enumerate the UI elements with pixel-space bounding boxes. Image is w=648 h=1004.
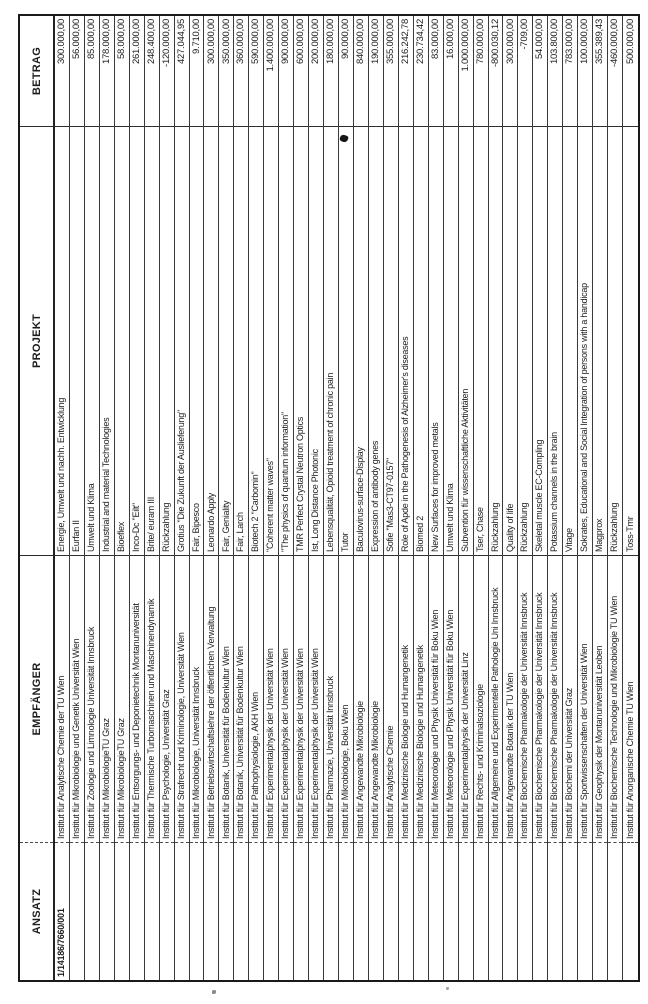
- header-projekt: PROJEKT: [20, 126, 53, 555]
- table-row: [354, 16, 369, 980]
- cell-ansatz: [309, 842, 323, 980]
- cell-empfaenger: Institut für Biochemische Pharmakologie der Universität Innsbruck: [548, 555, 562, 842]
- table-row: [294, 16, 309, 980]
- cell-projekt: Toss-Tmr: [623, 126, 638, 555]
- cell-betrag: 900.000,00: [280, 19, 292, 65]
- cell-projekt: Expression of antibody genes: [369, 126, 383, 555]
- cell-empfaenger: Institut für Meteorologie und Physik Universität für Boku Wien: [429, 555, 443, 842]
- cell-projekt: Umwelt und Klima: [85, 126, 99, 555]
- funding-table: [18, 14, 640, 982]
- cell-betrag: 261.000,00: [130, 19, 142, 65]
- cell-empfaenger: Institut für Geophysik der Montanuniversität Leoben: [593, 555, 607, 842]
- cell-betrag: 230.734,42: [414, 19, 426, 65]
- cell-empfaenger: Institut für Biochemi der Universität Graz: [563, 555, 577, 842]
- cell-ansatz: [100, 842, 114, 980]
- table-row: [145, 16, 160, 980]
- table-row: [279, 16, 294, 980]
- table-row: [503, 16, 518, 980]
- cell-projekt: Tutor: [339, 126, 353, 555]
- cell-ansatz: [190, 842, 204, 980]
- cell-ansatz: [518, 842, 532, 980]
- cell-projekt: Fair, Geniality: [219, 126, 233, 555]
- cell-betrag: 54.000,00: [534, 19, 546, 60]
- cell-empfaenger: Institut für MikrobiologieTU Graz: [115, 555, 129, 842]
- cell-empfaenger: Institut für Psychologie, Universität Graz: [160, 555, 174, 842]
- cell-projekt: Biomed 2: [414, 126, 428, 555]
- cell-ansatz: [279, 842, 293, 980]
- cell-betrag: 180.000,00: [325, 19, 337, 65]
- cell-betrag: 350.000,00: [220, 19, 232, 65]
- table-row: [85, 16, 100, 980]
- cell-empfaenger: Institut für Entsorgungs- und Deponietechnik Montanuniversität: [130, 555, 144, 842]
- cell-betrag: 1.400.000,00: [265, 19, 277, 72]
- cell-betrag: 9.710,00: [190, 19, 202, 54]
- cell-projekt: Lebensqualität, Opioid treatment of chronic pain: [324, 126, 338, 555]
- cell-projekt: Sofie "Mas3-CT97-0157": [384, 126, 398, 555]
- cell-ansatz: [384, 842, 398, 980]
- cell-ansatz: [459, 842, 473, 980]
- cell-projekt: Subvention für wissenschaftliche Aktivitäten: [459, 126, 473, 555]
- cell-empfaenger: Institut für MikrobiologieTU Graz: [100, 555, 114, 842]
- table-row: [324, 16, 339, 980]
- cell-betrag: 56.000,00: [71, 19, 83, 60]
- cell-projekt: New Surfaces for improved metals: [429, 126, 443, 555]
- table-row: [175, 16, 190, 980]
- cell-betrag: 200.000,00: [310, 19, 322, 65]
- cell-ansatz: [563, 842, 577, 980]
- cell-projekt: Rückzahlung: [608, 126, 622, 555]
- rotated-table-footprint: [18, 14, 640, 982]
- ink-speck-artifact: [212, 990, 216, 994]
- table-row: [234, 16, 249, 980]
- cell-ansatz: [234, 842, 248, 980]
- table-row: [489, 16, 504, 980]
- cell-projekt: Biotech 2 "Carbomin": [249, 126, 263, 555]
- cell-ansatz: [503, 842, 517, 980]
- cell-betrag: 100.000,00: [579, 19, 591, 65]
- cell-projekt: Rückzahlung: [518, 126, 532, 555]
- cell-empfaenger: Institut für Biochemische Technologie und Mikrobiologie TU Wien: [608, 555, 622, 842]
- cell-ansatz: [474, 842, 488, 980]
- cell-betrag: 103.800,00: [549, 19, 561, 65]
- table-row: [474, 16, 489, 980]
- cell-betrag: 83.000,00: [429, 19, 441, 60]
- table-row: [429, 16, 444, 980]
- cell-betrag: 360.000,00: [235, 19, 247, 65]
- cell-projekt: Fair, Larch: [234, 126, 248, 555]
- cell-ansatz: [294, 842, 308, 980]
- cell-ansatz: [489, 842, 503, 980]
- table-row: [593, 16, 608, 980]
- cell-projekt: Rückzahlung: [160, 126, 174, 555]
- cell-empfaenger: Institut für Mikrobiologie, Boku Wien: [339, 555, 353, 842]
- cell-projekt: Tser, Chase: [474, 126, 488, 555]
- cell-projekt: Fair, Bipesco: [190, 126, 204, 555]
- cell-empfaenger: Institut für Zoologie und Limnologie Universität Innsbruck: [85, 555, 99, 842]
- cell-empfaenger: Institut für Botanik, Universität für Bodenkultur Wien: [219, 555, 233, 842]
- cell-projekt: Energie, Umwelt und nachh. Entwicklung: [55, 126, 69, 555]
- table-row: [608, 16, 623, 980]
- table-row: [204, 16, 219, 980]
- header-betrag: BETRAG: [30, 46, 43, 96]
- cell-betrag: 178.000,00: [100, 19, 112, 65]
- cell-empfaenger: Institut für Pharmazie, Universität Innsbruck: [324, 555, 338, 842]
- table-row: [399, 16, 414, 980]
- cell-betrag: 783.000,00: [564, 19, 576, 65]
- cell-projekt: "The physics of quantum information": [279, 126, 293, 555]
- cell-projekt: Inco-Dc "Eilt": [130, 126, 144, 555]
- cell-empfaenger: Institut für Thermische Turbomaschinen und Maschinendynamik: [145, 555, 159, 842]
- cell-empfaenger: Institut für Experimentalphysik der Universität Wien: [309, 555, 323, 842]
- cell-ansatz: [130, 842, 144, 980]
- cell-betrag: -460.000,00: [609, 19, 621, 67]
- table-row: [518, 16, 533, 980]
- cell-ansatz: [160, 842, 174, 980]
- table-row: [533, 16, 548, 980]
- cell-empfaenger: Institut für Meteorologie und Physik Universität für Boku Wien: [444, 555, 458, 842]
- cell-projekt: Quality of life: [503, 126, 517, 555]
- table-row: [55, 16, 70, 980]
- cell-ansatz: [339, 842, 353, 980]
- cell-projekt: Eurfan II: [70, 126, 84, 555]
- cell-ansatz: [414, 842, 428, 980]
- cell-empfaenger: Institut für Rechts- und Kriminalsoziologie: [474, 555, 488, 842]
- cell-empfaenger: Institut für Angewandte Mikrobiologie: [354, 555, 368, 842]
- cell-empfaenger: Institut für Anorganische Chemie TU Wien: [623, 555, 638, 842]
- cell-empfaenger: Institut für Experimentalphysik der Universität Linz: [459, 555, 473, 842]
- cell-betrag: -800.030,12: [489, 19, 501, 67]
- table-row: [459, 16, 474, 980]
- cell-projekt: Sokrates, Educational and Social Integration of persons with a handicap: [578, 126, 592, 555]
- table-row: [115, 16, 130, 980]
- cell-empfaenger: Institut für Sportwissenschaften der Universität Wien: [578, 555, 592, 842]
- cell-ansatz: [578, 842, 592, 980]
- cell-ansatz: [249, 842, 263, 980]
- table-row: [578, 16, 593, 980]
- table-row: [339, 16, 354, 980]
- cell-empfaenger: Institut für Medizinische Biologie und Humangenetik: [399, 555, 413, 842]
- cell-projekt: Leonardo Apply: [204, 126, 218, 555]
- cell-ansatz: [264, 842, 278, 980]
- table-row: [190, 16, 205, 980]
- cell-betrag: 16.000,00: [444, 19, 456, 60]
- cell-empfaenger: Institut für Experimentalphysik der Universität Wien: [294, 555, 308, 842]
- cell-betrag: 300.000,00: [504, 19, 516, 65]
- table-row: [548, 16, 563, 980]
- header-ansatz: ANSATZ: [20, 842, 53, 980]
- cell-empfaenger: Institut für Strafrecht und Kriminologie, Universität Wien: [175, 555, 189, 842]
- cell-empfaenger: Institut für Analytische Chemie der TU Wien: [55, 555, 69, 842]
- cell-projekt: Brite/ euram III: [145, 126, 159, 555]
- cell-betrag: 248.400,00: [145, 19, 157, 65]
- cell-empfaenger: Institut für Angewandte Botanik der TU Wien: [503, 555, 517, 842]
- table-row: [384, 16, 399, 980]
- table-row: [414, 16, 429, 980]
- cell-projekt: Vitage: [563, 126, 577, 555]
- table-row: [249, 16, 264, 980]
- cell-ansatz: [115, 842, 129, 980]
- cell-empfaenger: Institut für Pathophysiologie, AKH Wien: [249, 555, 263, 842]
- cell-ansatz: [324, 842, 338, 980]
- cell-betrag: 216.242,78: [399, 19, 411, 65]
- cell-ansatz: [623, 842, 638, 980]
- cell-ansatz: [608, 842, 622, 980]
- cell-projekt: Magprox: [593, 126, 607, 555]
- cell-empfaenger: Institut für Mikrobiologie und Genetik Universität Wien: [70, 555, 84, 842]
- cell-ansatz: [548, 842, 562, 980]
- cell-betrag: 355.000,00: [384, 19, 396, 65]
- cell-empfaenger: Institut für Betriebswirtschaftslehre der öffentlichen Verwaltung: [204, 555, 218, 842]
- cell-empfaenger: Institut für Analytische Chemie: [384, 555, 398, 842]
- cell-betrag: 1.000.000,00: [459, 19, 471, 72]
- cell-empfaenger: Institut für Biochemische Pharmakologie der Universität Innsbruck: [533, 555, 547, 842]
- cell-ansatz: [70, 842, 84, 980]
- cell-empfaenger: Institut für Angewandte Mikrobiologie: [369, 555, 383, 842]
- cell-ansatz: [399, 842, 413, 980]
- cell-betrag: 300.000,00: [56, 19, 68, 65]
- cell-projekt: Ist, Long Distance Photonic: [309, 126, 323, 555]
- cell-betrag: 780.000,00: [474, 19, 486, 65]
- cell-projekt: Rückzahlung: [489, 126, 503, 555]
- cell-projekt: Baculovirus-surface-Display: [354, 126, 368, 555]
- table-row: [130, 16, 145, 980]
- cell-betrag: 58.000,00: [115, 19, 127, 60]
- table-row: [444, 16, 459, 980]
- cell-ansatz: [429, 842, 443, 980]
- cell-ansatz: [204, 842, 218, 980]
- cell-betrag: -709,00: [519, 19, 531, 50]
- cell-empfaenger: Institut für Botanik, Universität für Bodenkultur Wien: [234, 555, 248, 842]
- cell-projekt: TMR Perfect Crystal Neutron Optics: [294, 126, 308, 555]
- cell-empfaenger: Institut für Biochemische Pharmakologie der Universität Innsbruck: [518, 555, 532, 842]
- cell-betrag: 590.000,00: [250, 19, 262, 65]
- cell-ansatz: [444, 842, 458, 980]
- cell-ansatz: [175, 842, 189, 980]
- cell-empfaenger: Institut für Medizinische Biologie und Humangenetik: [414, 555, 428, 842]
- cell-ansatz: [219, 842, 233, 980]
- cell-ansatz: [354, 842, 368, 980]
- table-row: [70, 16, 85, 980]
- cell-projekt: Role of Apde in the Pathogenesis of Alzheimer's diseases: [399, 126, 413, 555]
- cell-betrag: 600.000,00: [295, 19, 307, 65]
- table-row: [563, 16, 578, 980]
- cell-ansatz: [533, 842, 547, 980]
- cell-empfaenger: Institut für Experimentalphysik der Universität Wien: [279, 555, 293, 842]
- header-empfaenger: EMPFÄNGER: [20, 555, 53, 842]
- table-row: [160, 16, 175, 980]
- cell-projekt: Skeletal muscle EC-Compling: [533, 126, 547, 555]
- cell-betrag: -120.000,00: [160, 19, 172, 67]
- table-row: [264, 16, 279, 980]
- cell-ansatz: [593, 842, 607, 980]
- cell-ansatz: [145, 842, 159, 980]
- cell-projekt: Grotius "Die Zukunft der Auslieferung": [175, 126, 189, 555]
- table-row: [100, 16, 115, 980]
- table-row: [309, 16, 324, 980]
- table-header-row: [20, 16, 55, 980]
- cell-empfaenger: Institut für Mikrobiologie, Universität Innsbruck: [190, 555, 204, 842]
- cell-empfaenger: Institut für Allgemeine und Experimentelle Pathologie Uni Innsbruck: [489, 555, 503, 842]
- table-rows: [55, 16, 638, 980]
- ink-speck-artifact: [446, 987, 449, 990]
- cell-projekt: Industrial and material Technologies: [100, 126, 114, 555]
- cell-betrag: 355.389,43: [594, 19, 606, 65]
- table-row: [623, 16, 638, 980]
- cell-betrag: 190.000,00: [369, 19, 381, 65]
- cell-projekt: Umwelt und Klima: [444, 126, 458, 555]
- cell-betrag: 85.000,00: [85, 19, 97, 60]
- cell-ansatz: [369, 842, 383, 980]
- cell-betrag: 840.000,00: [355, 19, 367, 65]
- cell-betrag: 500.000,00: [624, 19, 636, 65]
- cell-betrag: 427.044,95: [175, 19, 187, 65]
- cell-projekt: "Coherent matter waves": [264, 126, 278, 555]
- cell-projekt: Bioeflex: [115, 126, 129, 555]
- cell-ansatz: 1/14186/7660/001: [55, 842, 69, 980]
- cell-betrag: 90.000,00: [340, 19, 352, 60]
- cell-betrag: 300.000,00: [205, 19, 217, 65]
- table-row: [219, 16, 234, 980]
- cell-ansatz: [85, 842, 99, 980]
- cell-empfaenger: Institut für Experimentalphysik der Universität Wien: [264, 555, 278, 842]
- table-row: [369, 16, 384, 980]
- cell-projekt: Potassium channels in the brain: [548, 126, 562, 555]
